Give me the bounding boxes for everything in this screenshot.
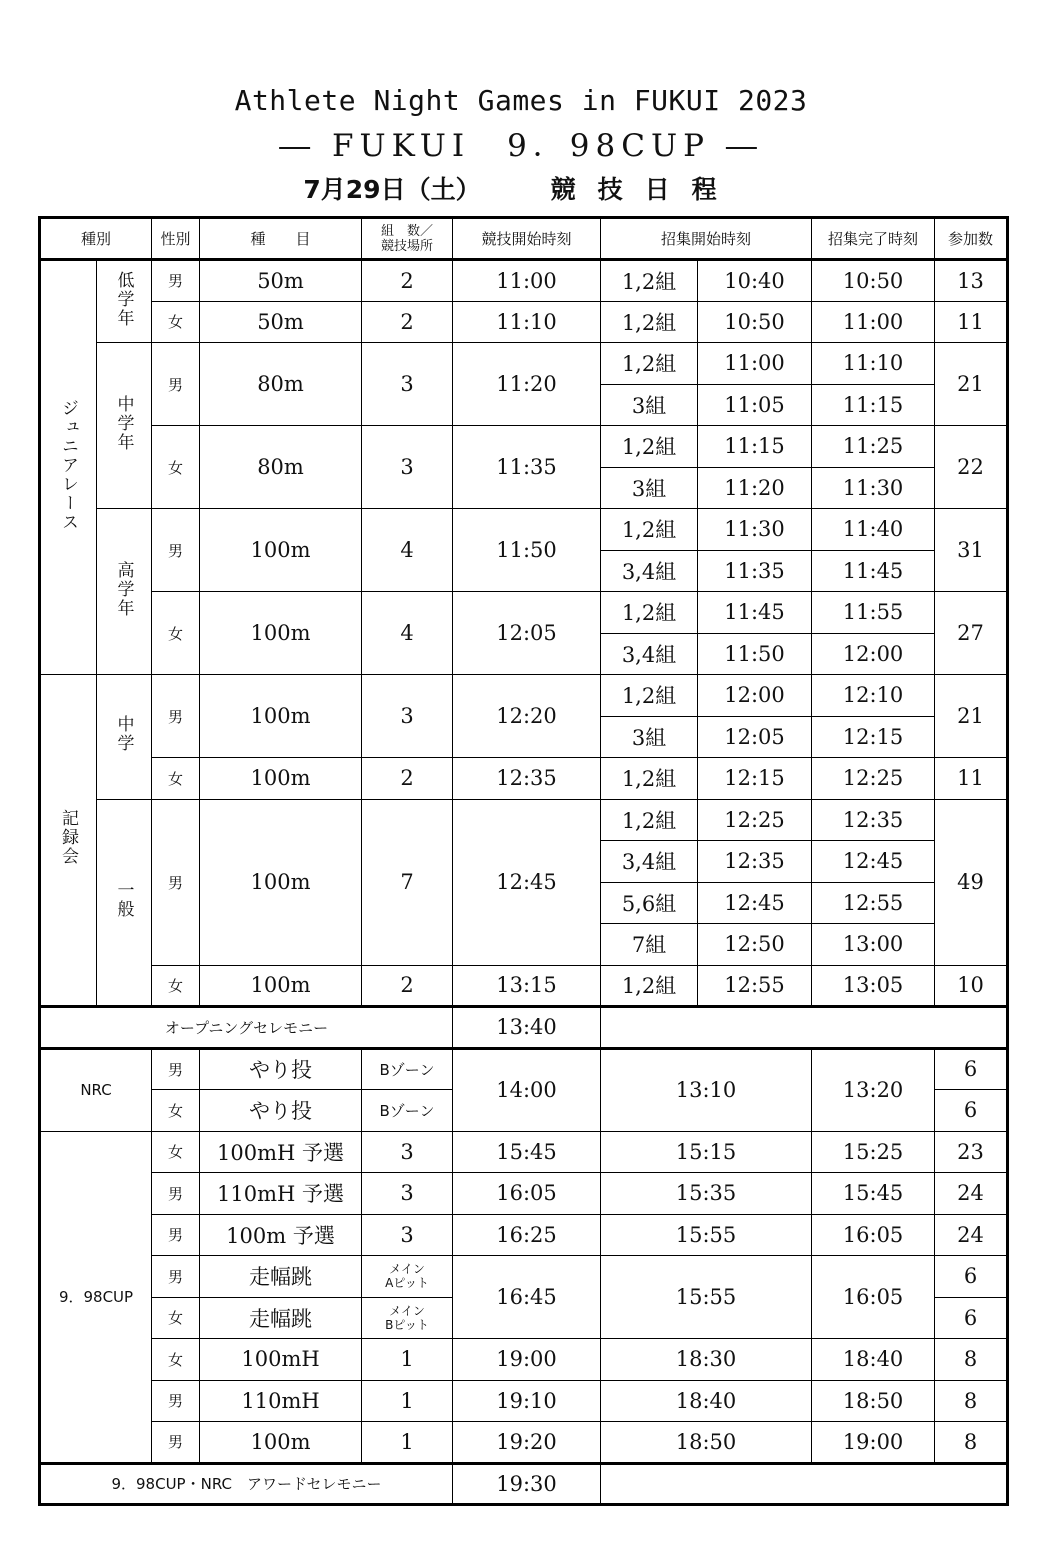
call-start-cell: 15:55 [601, 1256, 812, 1339]
group-cell: 3組 [601, 384, 698, 426]
table-row [40, 509, 1008, 551]
jhs-label: 中学 [97, 675, 152, 800]
call-start-cell: 12:25 [698, 799, 812, 841]
groups-cell: 1 [362, 1380, 453, 1422]
event-cell: 110mH 予選 [200, 1173, 362, 1215]
call-end-cell: 13:20 [812, 1048, 935, 1131]
group-cell: 3組 [601, 716, 698, 758]
start-cell: 19:00 [453, 1339, 601, 1381]
event-cell: 100m 予選 [200, 1214, 362, 1256]
group-cell: 3,4組 [601, 841, 698, 883]
gender-cell: 男 [152, 1256, 200, 1298]
groups-cell: 3 [362, 1214, 453, 1256]
call-start-cell: 12:05 [698, 716, 812, 758]
col-gender: 性別 [152, 218, 200, 260]
event-cell: 80m [200, 343, 362, 426]
call-end-cell: 11:15 [812, 384, 935, 426]
call-end-cell: 12:55 [812, 882, 935, 924]
call-start-cell: 12:35 [698, 841, 812, 883]
call-start-cell: 11:15 [698, 426, 812, 468]
gender-cell: 男 [152, 260, 200, 302]
mid-grade-label: 中学年 [97, 343, 152, 509]
gender-cell: 女 [152, 592, 200, 675]
start-cell: 15:45 [453, 1131, 601, 1173]
groups-cell: 4 [362, 509, 453, 592]
event-cell: 50m [200, 301, 362, 343]
call-end-cell: 16:05 [812, 1256, 935, 1339]
schedule-title: 競技日程 [550, 175, 739, 204]
call-end-cell: 12:25 [812, 758, 935, 800]
col-groups [362, 218, 453, 260]
entrants-cell: 6 [935, 1256, 1008, 1298]
group-cell: 1,2組 [601, 260, 698, 302]
event-cell: 100mH [200, 1339, 362, 1381]
high-grade-label: 高学年 [97, 509, 152, 675]
group-cell: 1,2組 [601, 965, 698, 1007]
event-cell: 走幅跳 [200, 1297, 362, 1339]
gender-cell: 女 [152, 1131, 200, 1173]
group-cell: 7組 [601, 924, 698, 966]
col-category: 種別 [40, 218, 152, 260]
call-start-cell: 13:10 [601, 1048, 812, 1131]
title-line-2: ― FUKUI 9．98CUP ― [279, 128, 763, 164]
table-row [40, 1214, 1008, 1256]
schedule-table [38, 216, 1009, 1506]
entrants-cell: 8 [935, 1380, 1008, 1422]
entrants-cell: 24 [935, 1173, 1008, 1215]
header-row [40, 218, 1008, 260]
group-cell: 1,2組 [601, 509, 698, 551]
event-cell: 100m [200, 1422, 362, 1464]
entrants-cell: 11 [935, 301, 1008, 343]
title-line-1: Athlete Night Games in FUKUI 2023 [234, 84, 808, 117]
call-end-cell: 16:05 [812, 1214, 935, 1256]
event-cell: 走幅跳 [200, 1256, 362, 1298]
gender-cell: 男 [152, 1173, 200, 1215]
call-end-cell: 12:15 [812, 716, 935, 758]
place-cell: Bゾーン [362, 1090, 453, 1132]
call-start-cell: 15:15 [601, 1131, 812, 1173]
call-end-cell: 12:10 [812, 675, 935, 717]
date-and-schedule-title [0, 170, 1042, 206]
award-ceremony-label: 9．98CUP・NRC アワードセレモニー [40, 1463, 453, 1505]
start-cell: 19:20 [453, 1422, 601, 1464]
start-cell: 12:45 [453, 799, 601, 965]
start-cell: 11:00 [453, 260, 601, 302]
entrants-cell: 21 [935, 675, 1008, 758]
call-start-cell: 11:50 [698, 633, 812, 675]
col-call-end: 招集完了時刻 [812, 218, 935, 260]
call-end-cell: 11:00 [812, 301, 935, 343]
gender-cell: 男 [152, 1380, 200, 1422]
gender-cell: 女 [152, 1090, 200, 1132]
call-start-cell: 11:20 [698, 467, 812, 509]
entrants-cell: 23 [935, 1131, 1008, 1173]
gender-cell: 女 [152, 1297, 200, 1339]
groups-cell: 3 [362, 675, 453, 758]
table-row [40, 260, 1008, 302]
place-line2: Bピット [385, 1317, 429, 1332]
event-cell: 50m [200, 260, 362, 302]
group-cell: 1,2組 [601, 426, 698, 468]
record-meet-label: 記録会 [40, 675, 97, 1007]
col-groups-line2: 競技場所 [381, 238, 434, 254]
table-row [40, 799, 1008, 841]
entrants-cell: 22 [935, 426, 1008, 509]
event-cell: 100m [200, 758, 362, 800]
gender-cell: 女 [152, 301, 200, 343]
start-cell: 16:05 [453, 1173, 601, 1215]
call-start-cell: 12:45 [698, 882, 812, 924]
entrants-cell: 11 [935, 758, 1008, 800]
col-call-start: 招集開始時刻 [601, 218, 812, 260]
table-row [40, 1380, 1008, 1422]
call-start-cell: 15:55 [601, 1214, 812, 1256]
event-cell: やり投 [200, 1090, 362, 1132]
table-row [40, 1256, 1008, 1298]
group-cell: 3組 [601, 467, 698, 509]
group-cell: 1,2組 [601, 301, 698, 343]
groups-cell: 2 [362, 301, 453, 343]
place-cell: Bゾーン [362, 1048, 453, 1090]
groups-cell: 1 [362, 1339, 453, 1381]
place-line1: メイン [389, 1262, 425, 1277]
start-cell: 11:35 [453, 426, 601, 509]
event-cell: やり投 [200, 1048, 362, 1090]
event-cell: 100m [200, 799, 362, 965]
call-start-cell: 11:45 [698, 592, 812, 634]
table-row [40, 965, 1008, 1007]
entrants-cell: 8 [935, 1422, 1008, 1464]
table-row [40, 1131, 1008, 1173]
place-cell [362, 1297, 453, 1339]
award-ceremony-time: 19:30 [453, 1463, 601, 1505]
event-cell: 100m [200, 509, 362, 592]
call-end-cell: 10:50 [812, 260, 935, 302]
gender-cell: 男 [152, 799, 200, 965]
start-cell: 14:00 [453, 1048, 601, 1131]
call-end-cell: 11:10 [812, 343, 935, 385]
start-cell: 11:50 [453, 509, 601, 592]
call-start-cell: 11:05 [698, 384, 812, 426]
call-start-cell: 11:30 [698, 509, 812, 551]
event-cell: 100m [200, 675, 362, 758]
call-start-cell: 15:35 [601, 1173, 812, 1215]
entrants-cell: 21 [935, 343, 1008, 426]
call-start-cell: 12:00 [698, 675, 812, 717]
event-cell: 100mH 予選 [200, 1131, 362, 1173]
call-start-cell: 10:50 [698, 301, 812, 343]
call-start-cell: 18:30 [601, 1339, 812, 1381]
entrants-cell: 13 [935, 260, 1008, 302]
start-cell: 12:20 [453, 675, 601, 758]
nrc-label: NRC [40, 1048, 152, 1131]
start-cell: 13:15 [453, 965, 601, 1007]
call-end-cell: 18:40 [812, 1339, 935, 1381]
call-start-cell: 12:50 [698, 924, 812, 966]
table-row [40, 301, 1008, 343]
entrants-cell: 10 [935, 965, 1008, 1007]
entrants-cell: 6 [935, 1297, 1008, 1339]
start-cell: 12:35 [453, 758, 601, 800]
start-cell: 19:10 [453, 1380, 601, 1422]
event-date: 7月29日（土） [303, 175, 481, 204]
call-start-cell: 18:50 [601, 1422, 812, 1464]
place-line2: Aピット [385, 1276, 429, 1291]
table-row [40, 1422, 1008, 1464]
entrants-cell: 27 [935, 592, 1008, 675]
gender-cell: 男 [152, 1422, 200, 1464]
event-cell: 80m [200, 426, 362, 509]
call-end-cell: 13:00 [812, 924, 935, 966]
blank-cell [601, 1463, 1008, 1505]
call-end-cell: 12:00 [812, 633, 935, 675]
place-line1: メイン [389, 1303, 425, 1318]
call-end-cell: 11:45 [812, 550, 935, 592]
group-cell: 1,2組 [601, 799, 698, 841]
call-end-cell: 19:00 [812, 1422, 935, 1464]
col-entrants: 参加数 [935, 218, 1008, 260]
call-end-cell: 13:05 [812, 965, 935, 1007]
start-cell: 12:05 [453, 592, 601, 675]
low-grade-label: 低学年 [97, 260, 152, 343]
start-cell: 11:20 [453, 343, 601, 426]
group-cell: 1,2組 [601, 592, 698, 634]
col-start: 競技開始時刻 [453, 218, 601, 260]
call-end-cell: 18:50 [812, 1380, 935, 1422]
col-event: 種 目 [200, 218, 362, 260]
call-end-cell: 11:30 [812, 467, 935, 509]
junior-race-label: ジュニアレース [40, 260, 97, 675]
event-cell: 100m [200, 965, 362, 1007]
call-start-cell: 18:40 [601, 1380, 812, 1422]
groups-cell: 2 [362, 260, 453, 302]
groups-cell: 3 [362, 1173, 453, 1215]
event-cell: 100m [200, 592, 362, 675]
call-start-cell: 11:35 [698, 550, 812, 592]
entrants-cell: 24 [935, 1214, 1008, 1256]
start-cell: 16:25 [453, 1214, 601, 1256]
entrants-cell: 49 [935, 799, 1008, 965]
opening-ceremony-row [40, 1007, 1008, 1049]
call-end-cell: 11:25 [812, 426, 935, 468]
call-end-cell: 15:45 [812, 1173, 935, 1215]
gender-cell: 男 [152, 343, 200, 426]
entrants-cell: 6 [935, 1048, 1008, 1090]
gender-cell: 女 [152, 1339, 200, 1381]
start-cell: 16:45 [453, 1256, 601, 1339]
gender-cell: 男 [152, 509, 200, 592]
start-cell: 11:10 [453, 301, 601, 343]
call-start-cell: 12:55 [698, 965, 812, 1007]
table-row [40, 343, 1008, 385]
groups-cell: 4 [362, 592, 453, 675]
groups-cell: 2 [362, 758, 453, 800]
call-end-cell: 11:40 [812, 509, 935, 551]
entrants-cell: 8 [935, 1339, 1008, 1381]
cup-label: 9．98CUP [40, 1131, 152, 1463]
entrants-cell: 31 [935, 509, 1008, 592]
call-end-cell: 12:35 [812, 799, 935, 841]
place-cell [362, 1256, 453, 1298]
entrants-cell: 6 [935, 1090, 1008, 1132]
table-row [40, 1339, 1008, 1381]
blank-cell [601, 1007, 1008, 1049]
opening-ceremony-label: オープニングセレモニー [40, 1007, 453, 1049]
award-ceremony-row [40, 1463, 1008, 1505]
gender-cell: 男 [152, 1048, 200, 1090]
groups-cell: 7 [362, 799, 453, 965]
table-row [40, 758, 1008, 800]
col-groups-line1: 組 数／ [381, 223, 434, 239]
gender-cell: 男 [152, 1214, 200, 1256]
group-cell: 5,6組 [601, 882, 698, 924]
table-row [40, 675, 1008, 717]
call-end-cell: 11:55 [812, 592, 935, 634]
groups-cell: 3 [362, 426, 453, 509]
group-cell: 3,4組 [601, 633, 698, 675]
groups-cell: 2 [362, 965, 453, 1007]
table-row [40, 592, 1008, 634]
table-row [40, 1048, 1008, 1090]
groups-cell: 3 [362, 343, 453, 426]
group-cell: 1,2組 [601, 758, 698, 800]
gender-cell: 女 [152, 426, 200, 509]
call-start-cell: 12:15 [698, 758, 812, 800]
call-end-cell: 12:45 [812, 841, 935, 883]
opening-ceremony-time: 13:40 [453, 1007, 601, 1049]
group-cell: 1,2組 [601, 343, 698, 385]
gender-cell: 男 [152, 675, 200, 758]
call-start-cell: 10:40 [698, 260, 812, 302]
event-cell: 110mH [200, 1380, 362, 1422]
gender-cell: 女 [152, 758, 200, 800]
groups-cell: 3 [362, 1131, 453, 1173]
call-end-cell: 15:25 [812, 1131, 935, 1173]
groups-cell: 1 [362, 1422, 453, 1464]
gender-cell: 女 [152, 965, 200, 1007]
table-row [40, 1173, 1008, 1215]
table-row [40, 426, 1008, 468]
group-cell: 1,2組 [601, 675, 698, 717]
call-start-cell: 11:00 [698, 343, 812, 385]
general-label: 一般 [97, 799, 152, 1007]
group-cell: 3,4組 [601, 550, 698, 592]
